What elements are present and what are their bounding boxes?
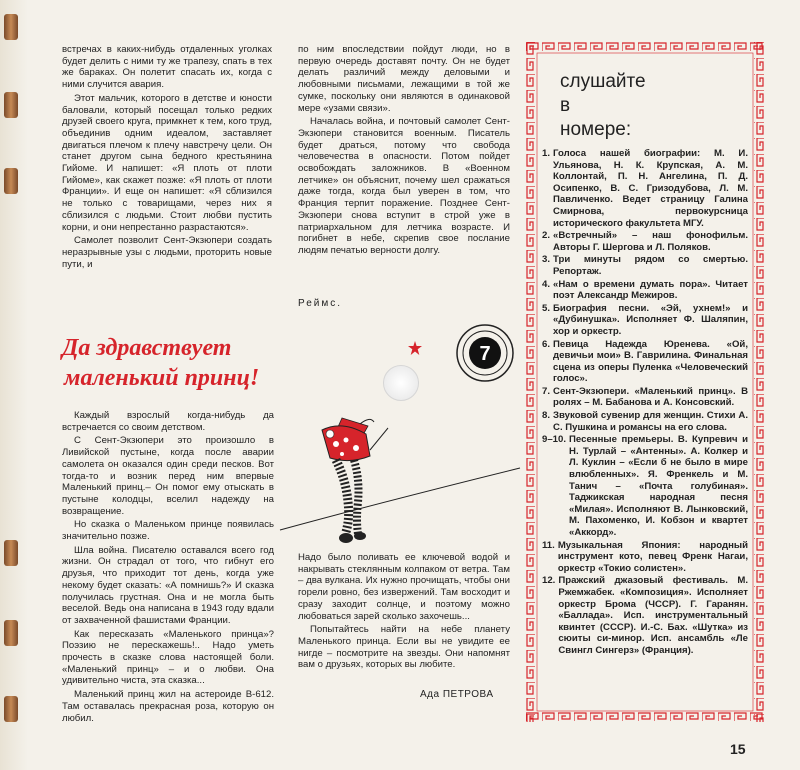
contents-item-text: «Нам о времени думать пора». Читает поэт Александр Межиров.: [553, 278, 748, 302]
contents-item-text: Биография песни. «Эй, ухнем!» и «Дубинушка». Исполняет Ф. Шаляпин, хор и оркестр.: [553, 302, 748, 337]
contents-heading-line-1: слушайте: [560, 71, 646, 92]
disc-number-badge: [455, 323, 515, 383]
article-author: Ада ПЕТРОВА: [420, 689, 494, 700]
contents-item-number: 3.: [542, 254, 551, 266]
contents-item-number: 2.: [542, 230, 551, 242]
contents-item-text: Певица Надежда Юренева. «Ой, девичьи мои» В. Гаврилина. Финальная сцена из оперы Пуленка «Человеческий голос».: [553, 338, 748, 385]
contents-item: [542, 279, 748, 302]
article-paragraph: встречах в каких-нибудь отдаленных уголках будет делить с ними ту же трапезу, спать в тех же бараках. Он полетит спасать их, когда с ними случится авария.: [62, 44, 272, 91]
spiral-binding: [0, 0, 28, 770]
article-paragraph: Как пересказать «Маленького принца»? Поэзию не перескажешь!.. Надо уметь прочесть в сказке слова настоящей боли. «Маленький принц» – и о любви. Она удивительно чиста, эта сказка...: [62, 628, 274, 687]
article-paragraph: Каждый взрослый когда-нибудь да встречается со своим детством.: [62, 410, 274, 433]
contents-item-text: Музыкальная Япония: народный инструмент кото, певец Френк Нагаи, оркестр «Токио солистен».: [557, 539, 748, 574]
contents-item-number: 11.: [542, 539, 555, 551]
article-column-3: [62, 410, 274, 726]
contents-item: [542, 540, 748, 575]
article-paragraph: Самолет позволит Сент-Экзюпери создать неразрывные узы с людьми, проторить новые пути, и: [62, 235, 272, 270]
contents-item-number: 5.: [542, 302, 551, 314]
page-number: 15: [730, 741, 746, 757]
article-paragraph: Шла война. Писателю оставался всего год жизни. Он страдал от того, что гибнут его друзья, что приходит тот день, когда уже некому будет сказать: «А помнишь?» И сказка получилась грустная. Она и не могла быть веселой. Ведь она написана в 1943 году вдали от захваченной фашистами Франции.: [62, 544, 274, 626]
contents-item-number: 4.: [542, 278, 551, 290]
contents-item: [542, 434, 748, 538]
binding-ring: [4, 168, 18, 194]
little-prince-illustration: [270, 410, 526, 550]
binding-ring: [4, 620, 18, 646]
contents-item-number: 8.: [542, 410, 551, 422]
star-icon: [408, 341, 422, 355]
contents-item-text: Звуковой сувенир для женщин. Стихи А. С. Пушкина и романсы на его слова.: [553, 410, 748, 433]
contents-item: [542, 339, 748, 385]
contents-item-number: 6.: [542, 338, 551, 350]
binding-ring: [4, 92, 18, 118]
article-paragraph: Этот мальчик, которого в детстве и юности баловали, который посещал только редких друзей своего круга, примкнет к тем, кого труд, объединив одним идеалом, заставляет двигаться плечом к плечу навстречу цели. Он станет другом сына бедного крестьянина Гийоме. И напишет: «Я плоть от плоти Гийоме», как скажет позже: «Я плоть от плоти Франции». И еще он напишет: «Я сблизился не только с товарищами, через них я сблизился с людьми. Стоит любви пустить корни, и они непрестанно разрастаются».: [62, 92, 272, 233]
contents-heading: [560, 70, 760, 142]
article-signature: Реймс.: [298, 298, 343, 309]
contents-item-text: Голоса нашей биографии: М. И. Ульянова, Н. К. Крупская, А. М. Коллонтай, П. Н. Ангелина, П. Д. Осипенко, В. С. Гризодубова, Л. М. Павличенко. Ведет страницу Галина Смирнова, первокурсница исторического факультета МГУ.: [553, 148, 748, 229]
disc-number: 7: [479, 343, 491, 365]
contents-item-text: Песенные премьеры. В. Купревич и Н. Турлай – «Антенны». А. Колкер и Л. Куклин – «Если б не было в мире влюбленных». Я. Френкель и М. Танич – «Почта голубиная». Таджикская народная песня «Милая». Исполняют В. Лынковский, М. Пахоменко, И. Кобзон и квартет «Аккорд».: [569, 434, 748, 538]
contents-item: [542, 386, 748, 409]
binding-ring: [4, 14, 18, 40]
headline-line-2: маленький принц!: [64, 365, 260, 391]
article-column-2: [298, 44, 510, 259]
contents-item: [542, 303, 748, 338]
article-paragraph: Началась война, и почтовый самолет Сент-Экзюпери становится военным. Писатель будет драться, потому что свобода человечества в опасности. Потом пойдет освобождать заложников. В «Военном летчике» он объяснит, почему шел сражаться даже тогда, когда был уверен в том, что Франция терпит поражение. Позднее Сент-Экзюпери снова вступит в строй уже в патриархальном для летчика возрасте. И погибнет в небе, скрепив свое послание людям печатью верности долгу.: [298, 116, 510, 256]
contents-heading-line-2: в: [560, 95, 571, 116]
contents-item-number: 9–10.: [542, 434, 567, 446]
contents-item-number: 7.: [542, 385, 551, 397]
contents-item: [542, 254, 748, 277]
contents-heading-line-3: номере:: [560, 119, 632, 140]
record-spindle-hole: [383, 365, 419, 401]
binding-ring: [4, 540, 18, 566]
article-column-1: [62, 44, 272, 272]
article-column-4: [298, 552, 510, 673]
article-paragraph: по ним впоследствии пойдут люди, но в первую очередь доставят почту. Он не будет делать различий между деловыми и любовными письмами, лежащими в той же сумке, поскольку они являются в одинаковой мере «узами связи».: [298, 44, 510, 114]
article-paragraph: С Сент-Экзюпери это произошло в Ливийской пустыне, когда после аварии самолета он оказался один среди песков. Вот тогда-то и возник перед ним впервые Маленький принц.– Он помог ему отыскать в пустыне колодцы, вселил надежду на возвращение.: [62, 435, 274, 517]
contents-item-text: Пражский джазовый фестиваль. М. Ржемжабек. «Композиция». Исполняет оркестр Брома (ЧССР). Г. Гаранян. «Баллада». Исп. инструментальный квинтет (СССР). И.-С. Бах. «Шутка» из сюиты си-минор. Исп. ансамбль «Ле Свингл Сингерз» (Франция).: [558, 575, 748, 656]
article-paragraph: Надо было поливать ее ключевой водой и накрывать стеклянным колпаком от ветра. Там – два вулкана. Их нужно прочищать, чтобы они горели ровно, без извержений. Там восходит и сразу заходит солнце, и поэтому можно любоваться зарей сколько захочешь...: [298, 552, 510, 622]
contents-item-number: 12.: [542, 575, 556, 587]
article-paragraph: Но сказка о Маленьком принце появилась значительно позже.: [62, 519, 274, 543]
contents-item-text: «Встречный» – наш фонофильм. Авторы Г. Шергова и Л. Поляков.: [553, 230, 748, 253]
headline-line-1: Да здравствует: [62, 335, 232, 361]
article-paragraph: Попытайтесь найти на небе планету Маленького принца. Если вы не увидите ее нигде – посмотрите на звезды. Они напомнят вам о друзьях, которых вы любите.: [298, 624, 510, 671]
contents-item-text: Три минуты рядом со смертью. Репортаж.: [553, 254, 748, 277]
contents-item-number: 1.: [542, 148, 551, 159]
contents-item: [542, 575, 748, 656]
headline: [62, 333, 322, 393]
binding-ring: [4, 696, 18, 722]
contents-list: [542, 148, 748, 658]
article-paragraph: Маленький принц жил на астероиде В-612. Там оставалась прекрасная роза, которую он любил.: [62, 689, 274, 724]
contents-item-text: Сент-Экзюпери. «Маленький принц». В ролях – М. Бабанова и А. Консовский.: [553, 385, 748, 409]
contents-item: [542, 230, 748, 253]
contents-item: [542, 148, 748, 229]
contents-item: [542, 410, 748, 433]
